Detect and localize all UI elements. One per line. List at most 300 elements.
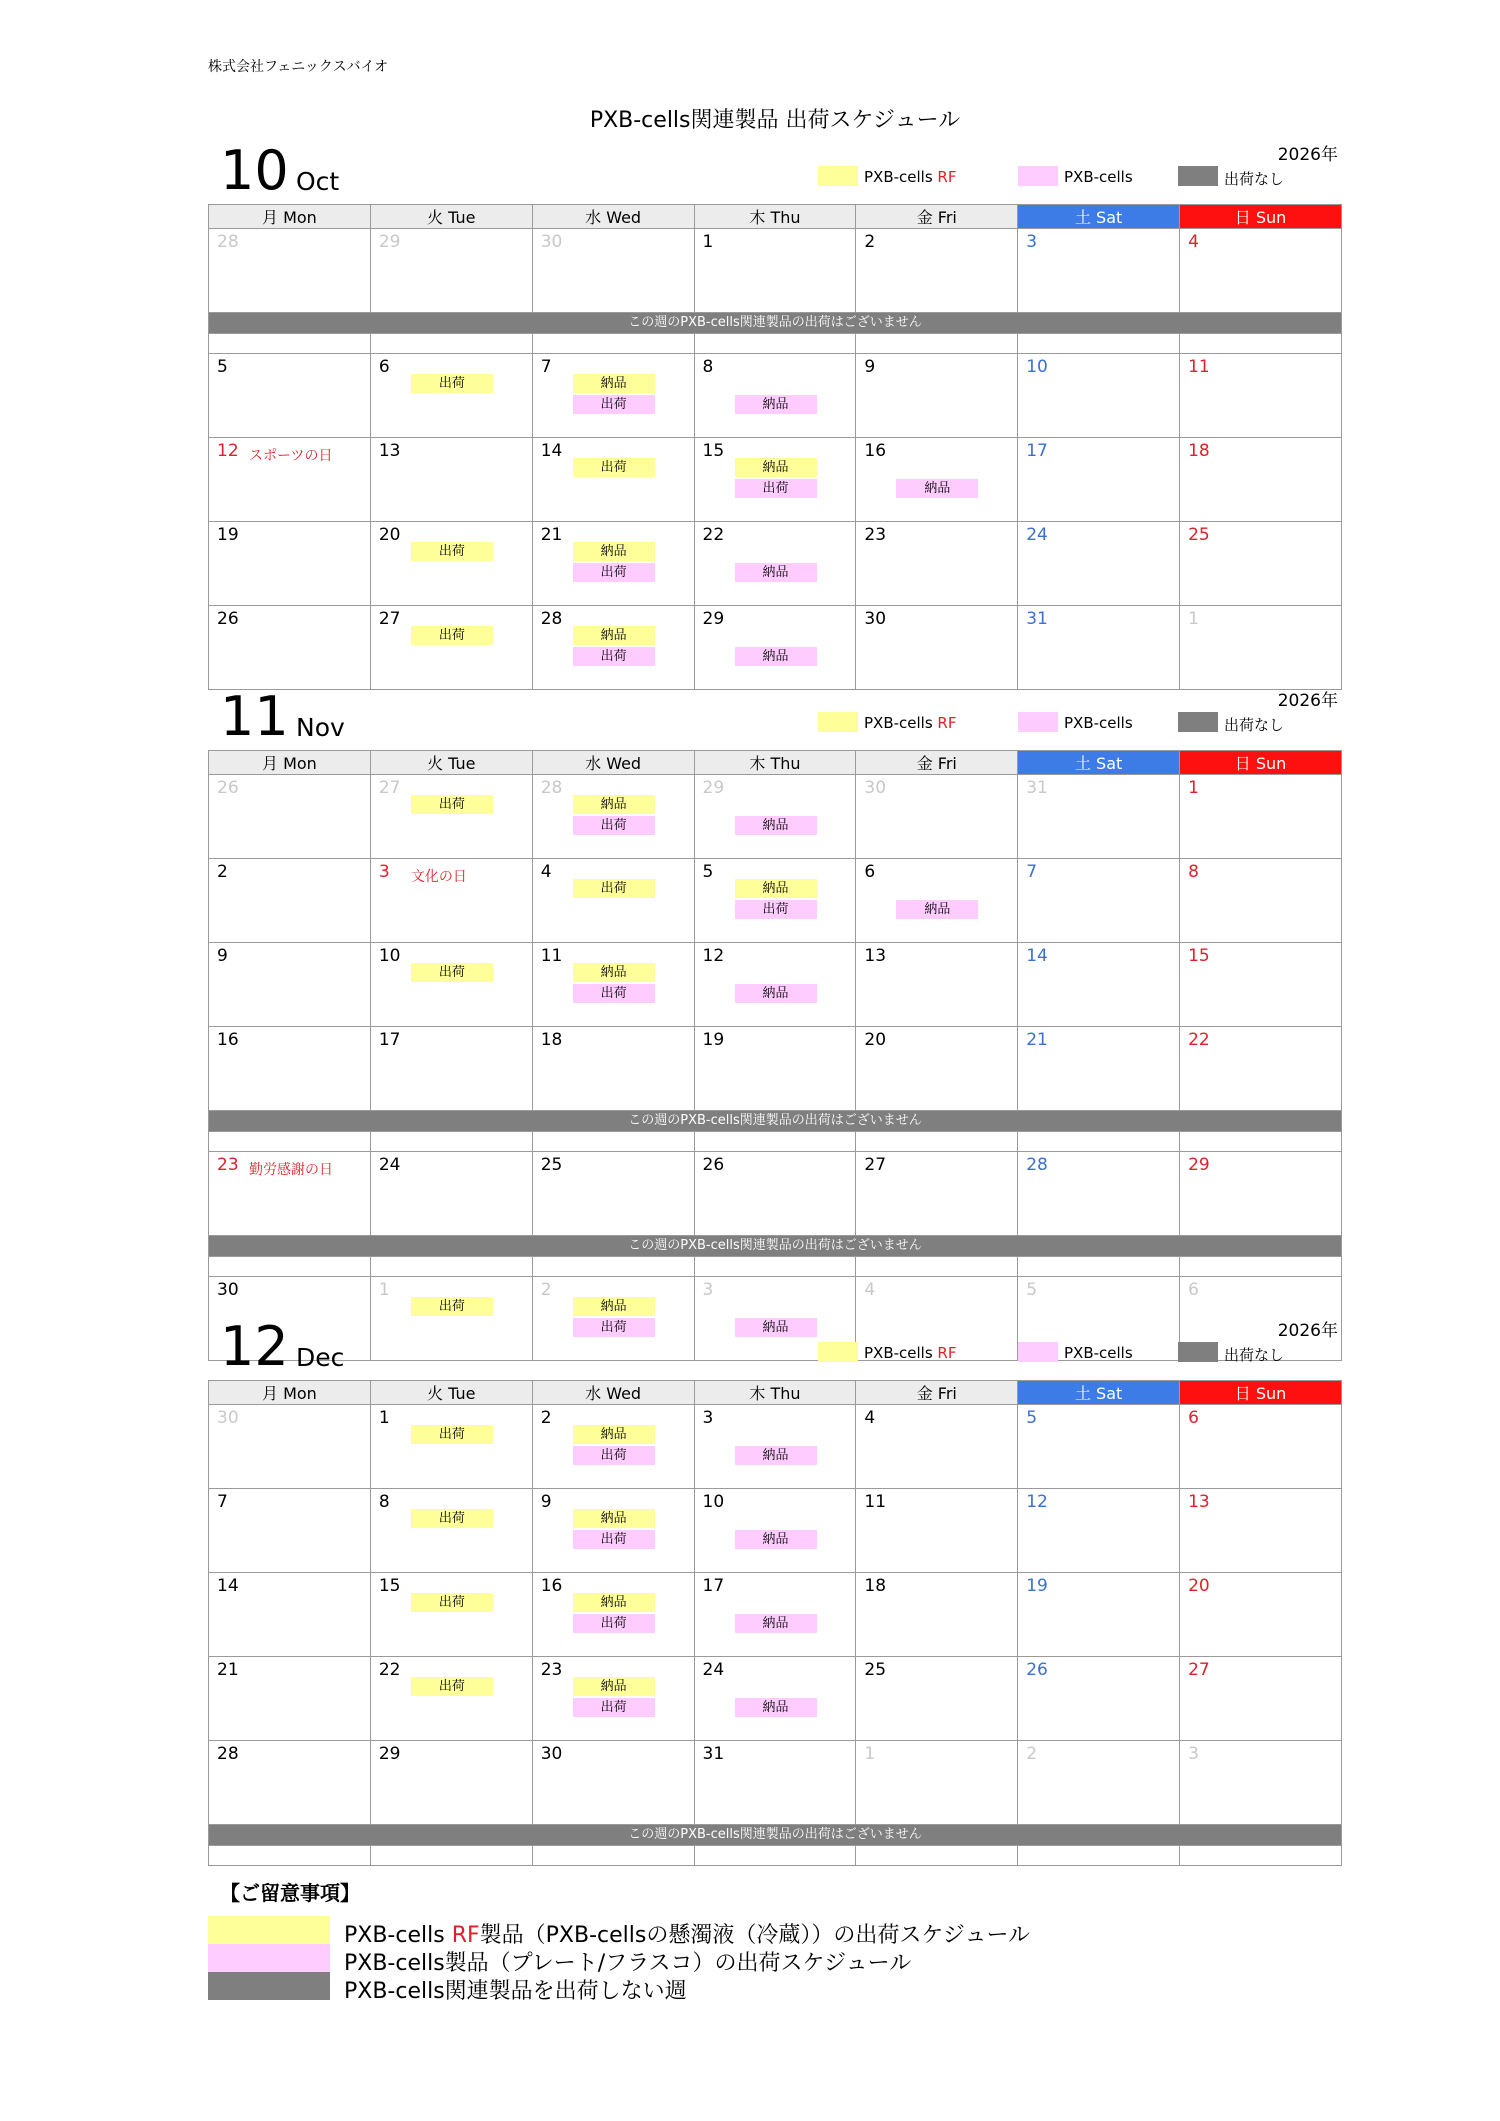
spacer-cell bbox=[209, 334, 371, 354]
day-number: 29 bbox=[378, 232, 401, 252]
day-number: 31 bbox=[1026, 609, 1048, 629]
day-number: 9 bbox=[540, 1492, 552, 1512]
rf-schedule-badge: 出荷 bbox=[573, 879, 655, 898]
day-number: 14 bbox=[1026, 946, 1048, 966]
legend-rf-swatch bbox=[818, 166, 858, 186]
day-cell bbox=[694, 354, 856, 438]
day-cell bbox=[1018, 1152, 1180, 1236]
day-cell bbox=[1018, 1573, 1180, 1657]
pxb-schedule-badge: 納品 bbox=[896, 900, 978, 919]
day-cell bbox=[1018, 859, 1180, 943]
spacer-cell bbox=[209, 1257, 371, 1277]
day-cell bbox=[694, 1152, 856, 1236]
day-number: 23 bbox=[217, 1155, 239, 1175]
day-number: 17 bbox=[1026, 441, 1048, 461]
spacer-cell bbox=[856, 1257, 1018, 1277]
week-row bbox=[209, 943, 1342, 1027]
day-number: 10 bbox=[378, 946, 401, 966]
no-shipment-bar: この週のPXB-cells関連製品の出荷はございません bbox=[209, 313, 1342, 334]
day-number: 16 bbox=[864, 441, 887, 461]
day-number: 3 bbox=[1188, 1744, 1199, 1764]
legend-pxb-swatch bbox=[1018, 712, 1058, 732]
day-cell bbox=[209, 1657, 371, 1741]
day-number: 25 bbox=[1188, 525, 1210, 545]
rf-schedule-badge: 納品 bbox=[573, 1297, 655, 1316]
spacer-cell bbox=[694, 1132, 856, 1152]
year-label: 2026年 bbox=[1277, 691, 1338, 711]
day-number: 9 bbox=[864, 357, 876, 377]
spacer-cell bbox=[209, 1846, 371, 1866]
no-shipment-row bbox=[209, 1111, 1342, 1132]
day-number: 3 bbox=[1026, 232, 1038, 252]
week-row bbox=[209, 522, 1342, 606]
spacer-cell bbox=[856, 334, 1018, 354]
spacer-cell bbox=[209, 1132, 371, 1152]
month-header bbox=[208, 139, 1342, 202]
day-cell bbox=[209, 775, 371, 859]
rf-schedule-badge: 納品 bbox=[573, 795, 655, 814]
day-cell bbox=[532, 1405, 694, 1489]
pxb-schedule-badge: 出荷 bbox=[573, 647, 655, 666]
day-number: 19 bbox=[217, 525, 239, 545]
weekday-header: 土 Sat bbox=[1018, 205, 1180, 229]
note-text bbox=[344, 1974, 687, 2005]
week-row bbox=[209, 1657, 1342, 1741]
rf-schedule-badge: 納品 bbox=[735, 458, 817, 477]
day-number: 14 bbox=[540, 441, 563, 461]
weekday-header-row bbox=[209, 1381, 1342, 1405]
no-shipment-row bbox=[209, 1236, 1342, 1257]
day-number: 8 bbox=[378, 1492, 390, 1512]
day-number: 1 bbox=[864, 1744, 876, 1764]
week-row bbox=[209, 1573, 1342, 1657]
note-swatch bbox=[208, 1944, 330, 1972]
day-number: 29 bbox=[378, 1744, 401, 1764]
day-number: 18 bbox=[1188, 441, 1210, 461]
day-cell bbox=[694, 1405, 856, 1489]
note-text-rest: 製品（PXB-cellsの懸濁液（冷蔵））の出荷スケジュール bbox=[479, 1923, 1031, 1948]
day-number: 4 bbox=[864, 1280, 876, 1300]
spacer-row bbox=[209, 1257, 1342, 1277]
day-number: 24 bbox=[378, 1155, 401, 1175]
day-cell bbox=[370, 1152, 532, 1236]
holiday-name: スポーツの日 bbox=[249, 448, 333, 464]
weekday-header: 月 Mon bbox=[209, 205, 371, 229]
pxb-schedule-badge: 納品 bbox=[735, 984, 817, 1003]
day-number: 17 bbox=[378, 1030, 401, 1050]
month-name: Oct bbox=[296, 167, 340, 196]
legend-none-label: 出荷なし bbox=[1224, 716, 1285, 734]
day-number: 13 bbox=[864, 946, 887, 966]
document-title: PXB-cells関連製品 出荷スケジュール bbox=[589, 108, 961, 133]
day-number: 1 bbox=[702, 232, 714, 252]
day-cell bbox=[209, 1741, 371, 1825]
week-row bbox=[209, 229, 1342, 313]
month-nov bbox=[208, 686, 1342, 1361]
day-number: 26 bbox=[217, 778, 239, 798]
legend-rf-prefix: PXB-cells bbox=[864, 714, 938, 732]
week-row bbox=[209, 1489, 1342, 1573]
day-cell bbox=[370, 1657, 532, 1741]
month-header bbox=[208, 685, 1342, 748]
day-cell bbox=[370, 1489, 532, 1573]
day-number: 30 bbox=[540, 1744, 563, 1764]
day-cell bbox=[532, 1489, 694, 1573]
day-number: 2 bbox=[540, 1280, 552, 1300]
rf-schedule-badge: 出荷 bbox=[411, 374, 493, 393]
day-cell bbox=[1180, 1027, 1342, 1111]
day-number: 8 bbox=[702, 357, 714, 377]
day-cell bbox=[1018, 1405, 1180, 1489]
day-cell bbox=[856, 438, 1018, 522]
pxb-schedule-badge: 出荷 bbox=[573, 395, 655, 414]
pxb-schedule-badge: 納品 bbox=[735, 1318, 817, 1337]
day-number: 13 bbox=[1188, 1492, 1210, 1512]
day-number: 19 bbox=[1026, 1576, 1048, 1596]
holiday-name: 勤労感謝の日 bbox=[249, 1162, 333, 1178]
spacer-cell bbox=[694, 334, 856, 354]
notes-title: 【ご留意事項】 bbox=[220, 1881, 360, 1905]
day-number: 7 bbox=[1026, 862, 1038, 882]
spacer-cell bbox=[532, 334, 694, 354]
day-number: 27 bbox=[864, 1155, 887, 1175]
day-cell bbox=[1018, 606, 1180, 690]
day-cell bbox=[532, 943, 694, 1027]
day-number: 18 bbox=[540, 1030, 563, 1050]
day-number: 13 bbox=[378, 441, 401, 461]
spacer-cell bbox=[856, 1132, 1018, 1152]
legend-rf-prefix: PXB-cells bbox=[864, 168, 938, 186]
day-cell bbox=[1180, 859, 1342, 943]
weekday-header-row bbox=[209, 205, 1342, 229]
spacer-cell bbox=[370, 1846, 532, 1866]
rf-schedule-badge: 納品 bbox=[735, 879, 817, 898]
day-number: 12 bbox=[1026, 1492, 1048, 1512]
day-cell bbox=[694, 438, 856, 522]
day-cell bbox=[856, 1027, 1018, 1111]
rf-schedule-badge: 納品 bbox=[573, 542, 655, 561]
day-cell bbox=[370, 1027, 532, 1111]
day-number: 4 bbox=[864, 1408, 876, 1428]
weekday-header: 火 Tue bbox=[370, 205, 532, 229]
pxb-schedule-badge: 出荷 bbox=[573, 1698, 655, 1717]
day-cell bbox=[856, 522, 1018, 606]
weekday-header: 土 Sat bbox=[1018, 1381, 1180, 1405]
day-cell bbox=[532, 522, 694, 606]
legend-none-label: 出荷なし bbox=[1224, 1346, 1285, 1364]
day-number: 29 bbox=[1188, 1155, 1210, 1175]
day-number: 1 bbox=[1188, 778, 1199, 798]
day-cell bbox=[694, 1741, 856, 1825]
legend-pxb-swatch bbox=[1018, 166, 1058, 186]
pxb-schedule-badge: 出荷 bbox=[573, 1446, 655, 1465]
day-cell bbox=[1180, 943, 1342, 1027]
day-number: 23 bbox=[540, 1660, 563, 1680]
day-cell bbox=[532, 859, 694, 943]
day-number: 8 bbox=[1188, 862, 1199, 882]
day-cell bbox=[532, 1741, 694, 1825]
weekday-header: 月 Mon bbox=[209, 751, 371, 775]
spacer-cell bbox=[1180, 1257, 1342, 1277]
day-cell bbox=[370, 1741, 532, 1825]
day-number: 17 bbox=[702, 1576, 725, 1596]
rf-schedule-badge: 出荷 bbox=[411, 626, 493, 645]
day-cell bbox=[694, 1489, 856, 1573]
note-text-rf: RF bbox=[451, 1923, 480, 1948]
day-number: 6 bbox=[1188, 1280, 1199, 1300]
day-number: 1 bbox=[378, 1280, 390, 1300]
spacer-cell bbox=[370, 334, 532, 354]
pxb-schedule-badge: 出荷 bbox=[573, 1318, 655, 1337]
day-number: 9 bbox=[217, 946, 228, 966]
legend-pxb-label: PXB-cells bbox=[1064, 1344, 1133, 1362]
day-number: 2 bbox=[217, 862, 228, 882]
pxb-schedule-badge: 出荷 bbox=[573, 1614, 655, 1633]
day-cell bbox=[209, 943, 371, 1027]
spacer-row bbox=[209, 1132, 1342, 1152]
weekday-header: 木 Thu bbox=[694, 751, 856, 775]
rf-schedule-badge: 出荷 bbox=[411, 542, 493, 561]
day-cell bbox=[856, 229, 1018, 313]
day-number: 20 bbox=[1188, 1576, 1210, 1596]
day-cell bbox=[1180, 1657, 1342, 1741]
day-cell bbox=[694, 1573, 856, 1657]
day-cell bbox=[370, 438, 532, 522]
day-number: 6 bbox=[1188, 1408, 1199, 1428]
day-cell bbox=[1018, 775, 1180, 859]
weekday-header: 土 Sat bbox=[1018, 751, 1180, 775]
pxb-schedule-badge: 納品 bbox=[735, 563, 817, 582]
holiday-name: 文化の日 bbox=[410, 869, 467, 885]
day-number: 22 bbox=[378, 1660, 401, 1680]
day-cell bbox=[532, 775, 694, 859]
legend-rf-prefix: PXB-cells bbox=[864, 1344, 938, 1362]
day-number: 6 bbox=[864, 862, 876, 882]
day-cell bbox=[209, 522, 371, 606]
spacer-row bbox=[209, 334, 1342, 354]
calendar-table bbox=[208, 750, 1342, 1361]
spacer-cell bbox=[1018, 1846, 1180, 1866]
day-number: 2 bbox=[1026, 1744, 1038, 1764]
day-cell bbox=[856, 1573, 1018, 1657]
day-number: 4 bbox=[1188, 232, 1199, 252]
pxb-schedule-badge: 納品 bbox=[735, 1530, 817, 1549]
day-cell bbox=[856, 859, 1018, 943]
no-shipment-row bbox=[209, 313, 1342, 334]
day-number: 21 bbox=[1026, 1030, 1048, 1050]
day-number: 4 bbox=[540, 862, 552, 882]
day-cell bbox=[1180, 438, 1342, 522]
day-number: 2 bbox=[540, 1408, 552, 1428]
pxb-schedule-badge: 納品 bbox=[896, 479, 978, 498]
rf-schedule-badge: 納品 bbox=[573, 1677, 655, 1696]
spacer-cell bbox=[1180, 1132, 1342, 1152]
day-cell bbox=[532, 229, 694, 313]
day-number: 11 bbox=[864, 1492, 887, 1512]
rf-schedule-badge: 納品 bbox=[573, 1509, 655, 1528]
rf-schedule-badge: 出荷 bbox=[411, 963, 493, 982]
legend-pxb-label: PXB-cells bbox=[1064, 168, 1133, 186]
day-cell bbox=[694, 1657, 856, 1741]
week-row bbox=[209, 354, 1342, 438]
pxb-schedule-badge: 出荷 bbox=[573, 1530, 655, 1549]
day-number: 14 bbox=[217, 1576, 239, 1596]
day-number: 6 bbox=[378, 357, 390, 377]
day-cell bbox=[856, 606, 1018, 690]
day-number: 30 bbox=[217, 1408, 239, 1428]
calendar-table bbox=[208, 1380, 1342, 1866]
spacer-cell bbox=[1018, 334, 1180, 354]
week-row bbox=[209, 1405, 1342, 1489]
day-cell bbox=[209, 1489, 371, 1573]
legend-pxb-swatch bbox=[1018, 1342, 1058, 1362]
spacer-cell bbox=[1018, 1132, 1180, 1152]
spacer-cell bbox=[694, 1257, 856, 1277]
day-number: 23 bbox=[864, 525, 887, 545]
legend-rf-label bbox=[864, 1344, 956, 1362]
pxb-schedule-badge: 出荷 bbox=[735, 900, 817, 919]
day-cell bbox=[1018, 1741, 1180, 1825]
legend-rf-swatch bbox=[818, 712, 858, 732]
spacer-cell bbox=[370, 1132, 532, 1152]
day-cell bbox=[370, 1405, 532, 1489]
rf-schedule-badge: 納品 bbox=[573, 374, 655, 393]
day-cell bbox=[694, 1027, 856, 1111]
weekday-header: 水 Wed bbox=[532, 1381, 694, 1405]
pxb-schedule-badge: 納品 bbox=[735, 1614, 817, 1633]
day-cell bbox=[532, 1027, 694, 1111]
note-text bbox=[344, 1946, 911, 1977]
pxb-schedule-badge: 出荷 bbox=[573, 563, 655, 582]
day-cell bbox=[1180, 354, 1342, 438]
day-number: 31 bbox=[1026, 778, 1048, 798]
month-number: 10 bbox=[220, 139, 289, 202]
spacer-cell bbox=[1018, 1257, 1180, 1277]
note-text bbox=[344, 1918, 1030, 1949]
day-number: 5 bbox=[1026, 1408, 1038, 1428]
day-number: 27 bbox=[378, 778, 401, 798]
rf-schedule-badge: 出荷 bbox=[411, 1425, 493, 1444]
day-number: 3 bbox=[378, 862, 390, 882]
company-name: 株式会社フェニックスバイオ bbox=[208, 59, 389, 75]
weekday-header: 日 Sun bbox=[1180, 751, 1342, 775]
day-number: 30 bbox=[540, 232, 563, 252]
spacer-cell bbox=[532, 1132, 694, 1152]
rf-schedule-badge: 出荷 bbox=[411, 1593, 493, 1612]
day-number: 26 bbox=[702, 1155, 725, 1175]
day-cell bbox=[370, 775, 532, 859]
day-number: 28 bbox=[540, 609, 563, 629]
day-number: 21 bbox=[540, 525, 563, 545]
day-cell bbox=[1018, 522, 1180, 606]
month-number: 12 bbox=[220, 1315, 289, 1378]
day-number: 28 bbox=[1026, 1155, 1048, 1175]
day-cell bbox=[532, 606, 694, 690]
weekday-header: 木 Thu bbox=[694, 205, 856, 229]
day-cell bbox=[209, 1573, 371, 1657]
weekday-header: 金 Fri bbox=[856, 205, 1018, 229]
day-number: 27 bbox=[1188, 1660, 1210, 1680]
weekday-header: 火 Tue bbox=[370, 1381, 532, 1405]
legend-rf-label bbox=[864, 714, 956, 732]
day-cell bbox=[209, 438, 371, 522]
week-row bbox=[209, 859, 1342, 943]
day-cell bbox=[209, 354, 371, 438]
month-header bbox=[208, 1315, 1342, 1378]
pxb-schedule-badge: 納品 bbox=[735, 647, 817, 666]
calendar-table bbox=[208, 204, 1342, 690]
day-number: 5 bbox=[702, 862, 714, 882]
day-number: 24 bbox=[702, 1660, 725, 1680]
week-row bbox=[209, 1027, 1342, 1111]
weekday-header: 水 Wed bbox=[532, 205, 694, 229]
day-number: 26 bbox=[1026, 1660, 1048, 1680]
day-number: 16 bbox=[540, 1576, 563, 1596]
day-cell bbox=[370, 1573, 532, 1657]
day-cell bbox=[209, 859, 371, 943]
day-cell bbox=[1180, 229, 1342, 313]
day-number: 1 bbox=[1188, 609, 1199, 629]
day-cell bbox=[694, 775, 856, 859]
day-cell bbox=[370, 943, 532, 1027]
pxb-schedule-badge: 出荷 bbox=[573, 816, 655, 835]
day-number: 11 bbox=[540, 946, 563, 966]
day-number: 28 bbox=[217, 232, 239, 252]
day-cell bbox=[856, 1152, 1018, 1236]
note-text-prefix: PXB-cells関連製品を出荷しない週 bbox=[344, 1979, 687, 2004]
weekday-header: 火 Tue bbox=[370, 751, 532, 775]
day-number: 31 bbox=[702, 1744, 725, 1764]
day-cell bbox=[1018, 1489, 1180, 1573]
day-number: 27 bbox=[378, 609, 401, 629]
day-cell bbox=[856, 354, 1018, 438]
spacer-cell bbox=[1180, 1846, 1342, 1866]
day-number: 7 bbox=[540, 357, 552, 377]
day-number: 29 bbox=[702, 609, 725, 629]
day-number: 12 bbox=[702, 946, 725, 966]
legend-rf-suffix: RF bbox=[937, 1344, 957, 1362]
rf-schedule-badge: 出荷 bbox=[411, 795, 493, 814]
day-cell bbox=[1180, 606, 1342, 690]
day-cell bbox=[209, 1152, 371, 1236]
day-number: 1 bbox=[378, 1408, 390, 1428]
day-number: 30 bbox=[864, 609, 887, 629]
week-row bbox=[209, 438, 1342, 522]
day-number: 10 bbox=[702, 1492, 725, 1512]
day-number: 22 bbox=[1188, 1030, 1210, 1050]
day-number: 29 bbox=[702, 778, 725, 798]
week-row bbox=[209, 1152, 1342, 1236]
weekday-header: 月 Mon bbox=[209, 1381, 371, 1405]
month-name: Nov bbox=[296, 713, 345, 742]
day-number: 28 bbox=[540, 778, 563, 798]
week-row bbox=[209, 606, 1342, 690]
day-cell bbox=[370, 522, 532, 606]
day-cell bbox=[1018, 943, 1180, 1027]
legend-rf-suffix: RF bbox=[937, 168, 957, 186]
week-row bbox=[209, 1741, 1342, 1825]
day-number: 15 bbox=[378, 1576, 401, 1596]
day-cell bbox=[532, 1152, 694, 1236]
no-shipment-row bbox=[209, 1825, 1342, 1846]
day-number: 21 bbox=[217, 1660, 239, 1680]
weekday-header: 金 Fri bbox=[856, 1381, 1018, 1405]
day-cell bbox=[209, 229, 371, 313]
day-cell bbox=[370, 354, 532, 438]
day-cell bbox=[694, 859, 856, 943]
spacer-cell bbox=[694, 1846, 856, 1866]
week-row bbox=[209, 775, 1342, 859]
